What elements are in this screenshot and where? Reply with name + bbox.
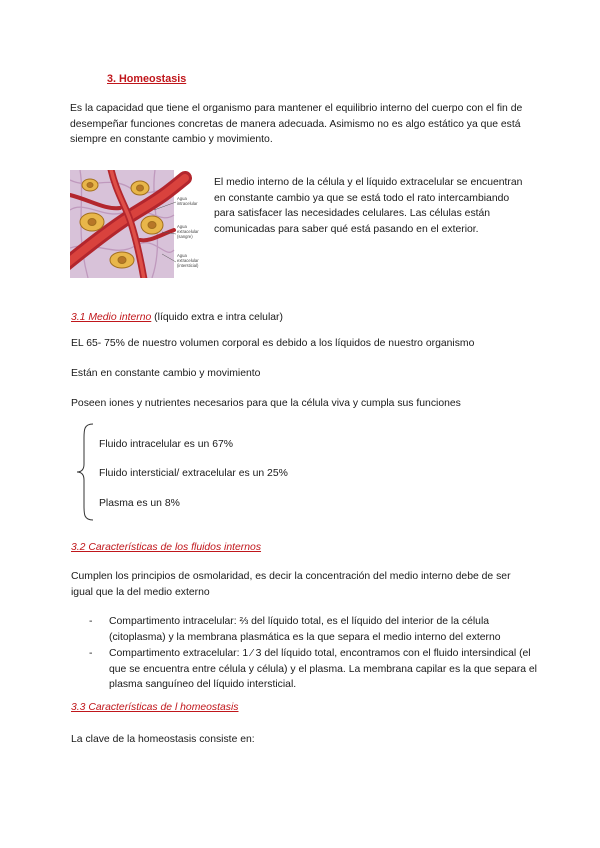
bullet-dash: -: [89, 616, 93, 627]
intro-paragraph: Es la capacidad que tiene el organismo para mantener el equilibrio interno del cuerpo con el fin de desempeñar funciones concretas de manera adecuada. Asimismo no es algo estático ya que está siempre en constante cambio y movimiento.: [70, 103, 523, 146]
section-2-bullet-list: [87, 614, 537, 694]
bullet-text: Compartimento extracelular: 1 ⁄ 3 del líquido total, encontramos con el fluido intersindical (el que se encuentra entre célula y célula) y el plasma. La membrana capilar es la que separa el plasma sanguíneo del líquido intersticial.: [109, 648, 537, 691]
section-1-line-2: Están en constante cambio y movimiento: [71, 368, 261, 379]
section-3-title: 3.3 Características de l homeostasis: [71, 702, 239, 713]
curly-brace-icon: [75, 422, 97, 522]
figure-label-sangre: Agua extracelular (sangre): [177, 224, 199, 239]
figure-caption: El medio interno de la célula y el líquido extracelular se encuentran en constante cambio ya que se está todo el rato intercambiando para satisfacer las necesidades celulares. Las células están comunicadas para saber qué está pasando en el exterior.: [214, 177, 523, 235]
section-2-paragraph: Cumplen los principios de osmolaridad, es decir la concentración del medio interno debe de ser igual que la del medio externo: [71, 571, 511, 598]
illustration-svg: [70, 170, 202, 278]
figure-label-intracelular: Agua intracelular: [177, 196, 198, 206]
bullet-extracelular: [87, 646, 537, 693]
list-item-intersticial: Fluido intersticial/ extracelular es un 25%: [99, 468, 288, 479]
cell-fluid-illustration: [70, 170, 202, 278]
bullet-intracelular: [87, 614, 537, 645]
section-2-title: 3.2 Características de los fluidos internos: [71, 542, 262, 553]
section-1-subtitle: (líquido extra e intra celular): [151, 312, 283, 323]
section-1-heading: [71, 307, 531, 325]
section-1-line-1: EL 65- 75% de nuestro volumen corporal es debido a los líquidos de nuestro organismo: [71, 338, 475, 349]
list-item-plasma: Plasma es un 8%: [99, 498, 180, 509]
list-item-intracelular: Fluido intracelular es un 67%: [99, 439, 233, 450]
page-title: 3. Homeostasis: [107, 73, 187, 85]
section-1-title: 3.1 Medio interno: [71, 312, 152, 323]
bullet-text: Compartimento intracelular: ⅔ del líquido total, es el líquido del interior de la célula (citoplasma) y la membrana plasmática es la que separa el medio interno del externo: [109, 616, 501, 643]
figure-label-intersticial: Agua extracelular (intersticial): [177, 253, 199, 268]
bullet-dash: -: [89, 648, 93, 660]
section-1-line-3: Poseen iones y nutrientes necesarios para que la célula viva y cumpla sus funciones: [71, 398, 461, 409]
section-3-paragraph: La clave de la homeostasis consiste en:: [71, 734, 255, 745]
